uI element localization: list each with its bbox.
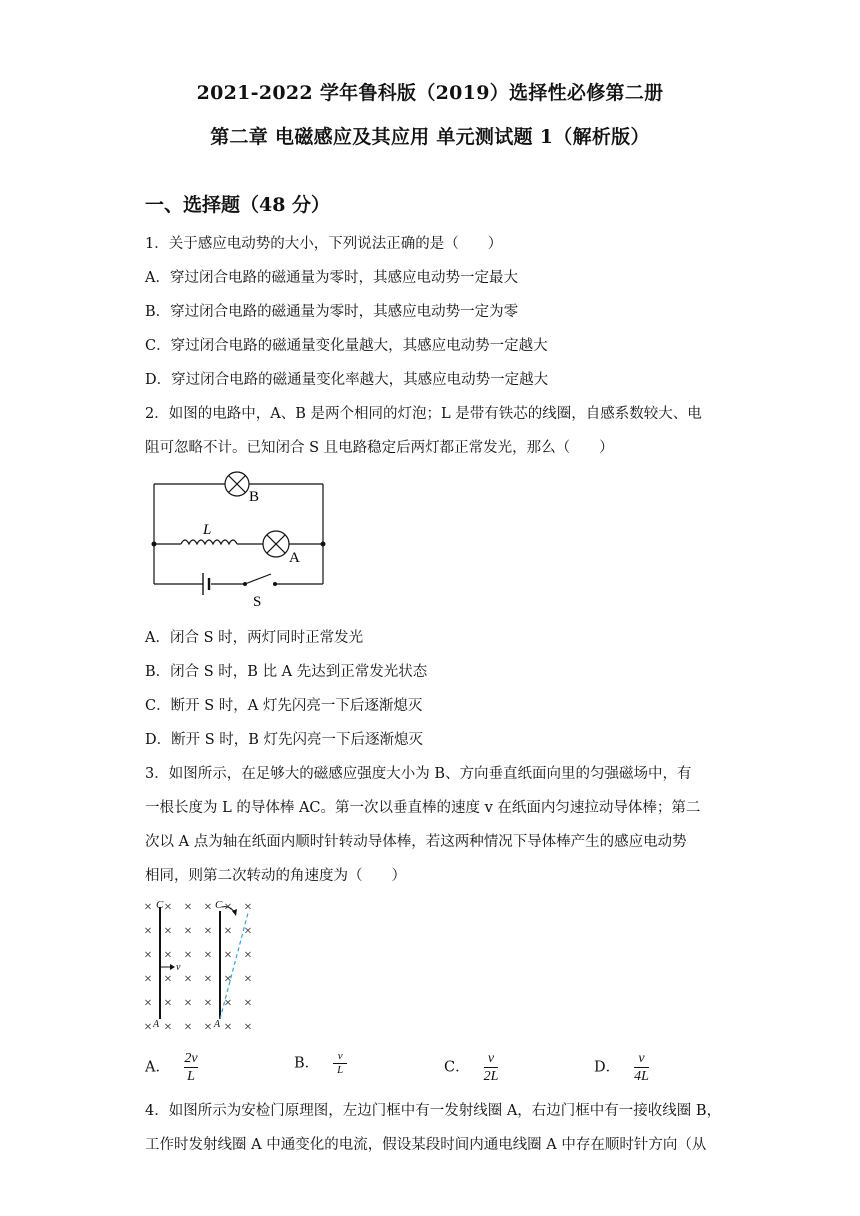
q2-option-d: D．断开 S 时，B 灯先闪亮一下后逐渐熄灭 bbox=[145, 732, 424, 748]
field-cross: × bbox=[144, 996, 152, 1011]
field-cross: × bbox=[224, 1020, 232, 1035]
field-cross: × bbox=[204, 924, 212, 939]
field-cross: × bbox=[244, 972, 252, 987]
field-cross: × bbox=[184, 948, 192, 963]
field-cross: × bbox=[224, 996, 232, 1011]
field-cross: × bbox=[164, 996, 172, 1011]
field-cross: × bbox=[144, 924, 152, 939]
field-cross: × bbox=[204, 972, 212, 987]
q3-stem-line3: 次以 A 点为轴在纸面内顺时针转动导体棒，若这两种情况下导体棒产生的感应电动势 bbox=[145, 834, 687, 850]
q3-stem-line2: 一根长度为 L 的导体棒 AC。第一次以垂直棒的速度 v 在纸面内匀速拉动导体棒；第二 bbox=[145, 800, 701, 816]
field-cross: × bbox=[184, 900, 192, 915]
field-cross: × bbox=[244, 924, 252, 939]
field-cross: × bbox=[144, 972, 152, 987]
field-cross: × bbox=[164, 948, 172, 963]
lamp-a bbox=[263, 531, 289, 557]
q1-option-b: B．穿过闭合电路的磁通量为零时，其感应电动势一定为零 bbox=[145, 304, 519, 320]
field-cross: × bbox=[224, 948, 232, 963]
field-cross: × bbox=[204, 948, 212, 963]
label-a1: A bbox=[153, 1019, 160, 1030]
field-cross: × bbox=[244, 900, 252, 915]
field-cross: × bbox=[244, 996, 252, 1011]
label-c1: C bbox=[156, 899, 164, 911]
section-heading: 一、选择题（48 分） bbox=[145, 194, 331, 216]
field-cross: × bbox=[164, 972, 172, 987]
field-cross: × bbox=[164, 1020, 172, 1035]
q2-option-b: B．闭合 S 时，B 比 A 先达到正常发光状态 bbox=[145, 664, 428, 680]
label-l: L bbox=[203, 522, 212, 538]
q3-option-b: B． $\frac{v}{L}$ bbox=[294, 1050, 347, 1077]
q1-stem: 1．关于感应电动势的大小，下列说法正确的是（ ） bbox=[145, 236, 503, 252]
field-cross: × bbox=[184, 1020, 192, 1035]
q2-option-a: A．闭合 S 时，两灯同时正常发光 bbox=[145, 630, 364, 646]
q1-option-d: D．穿过闭合电路的磁通量变化率越大，其感应电动势一定越大 bbox=[145, 372, 549, 388]
q1-option-a: A．穿过闭合电路的磁通量为零时，其感应电动势一定最大 bbox=[145, 270, 518, 286]
lamp-b bbox=[225, 472, 249, 496]
label-b: B bbox=[249, 489, 260, 505]
q4-stem-line1: 4．如图所示为安检门原理图，左边门框中有一发射线圈 A，右边门框中有一接收线圈 B， bbox=[145, 1103, 722, 1119]
q3-option-d: D． $\frac{v}{4L}$ bbox=[594, 1051, 649, 1084]
page-title: 2021-2022 学年鲁科版（2019）选择性必修第二册 bbox=[196, 82, 664, 104]
q2-stem-line2: 阻可忽略不计。已知闭合 S 且电路稳定后两灯都正常发光，那么（ ） bbox=[145, 440, 614, 456]
page-subtitle: 第二章 电磁感应及其应用 单元测试题 1（解析版） bbox=[210, 126, 650, 148]
q3-magnetic-field-diagram bbox=[140, 895, 270, 1040]
field-cross: × bbox=[144, 948, 152, 963]
field-cross: × bbox=[164, 924, 172, 939]
field-cross: × bbox=[224, 924, 232, 939]
q1-option-c: C．穿过闭合电路的磁通量变化量越大，其感应电动势一定越大 bbox=[145, 338, 548, 354]
field-cross: × bbox=[184, 972, 192, 987]
field-cross: × bbox=[204, 1020, 212, 1035]
field-cross: × bbox=[244, 948, 252, 963]
label-a: A bbox=[289, 550, 300, 566]
field-cross: × bbox=[224, 900, 232, 915]
field-cross: × bbox=[224, 972, 232, 987]
field-cross: × bbox=[204, 900, 212, 915]
field-cross: × bbox=[144, 1020, 152, 1035]
q2-stem-line1: 2．如图的电路中，A、B 是两个相同的灯泡；L 是带有铁芯的线圈，自感系数较大、电 bbox=[145, 406, 702, 422]
q3-option-a: A． $\frac{2v}{L}$ bbox=[145, 1051, 198, 1084]
q3-stem-line1: 3．如图所示，在足够大的磁感应强度大小为 B、方向垂直纸面向里的匀强磁场中，有 bbox=[145, 766, 692, 782]
q2-circuit-diagram bbox=[145, 470, 335, 610]
label-s: S bbox=[253, 594, 262, 610]
field-cross: × bbox=[184, 996, 192, 1011]
field-cross: × bbox=[244, 1020, 252, 1035]
label-a2: A bbox=[214, 1019, 221, 1030]
label-c2: C bbox=[215, 899, 223, 911]
field-cross: × bbox=[164, 900, 172, 915]
field-cross: × bbox=[204, 996, 212, 1011]
q3-stem-line4: 相同，则第二次转动的角速度为（ ） bbox=[145, 868, 406, 884]
label-v: v bbox=[176, 962, 181, 973]
field-cross: × bbox=[184, 924, 192, 939]
q2-option-c: C．断开 S 时，A 灯先闪亮一下后逐渐熄灭 bbox=[145, 698, 423, 714]
q3-option-c: C． $\frac{v}{2L}$ bbox=[444, 1051, 499, 1084]
q4-stem-line2: 工作时发射线圈 A 中通变化的电流，假设某段时间内通电线圈 A 中存在顺时针方向（从 bbox=[145, 1137, 707, 1153]
field-cross: × bbox=[144, 900, 152, 915]
